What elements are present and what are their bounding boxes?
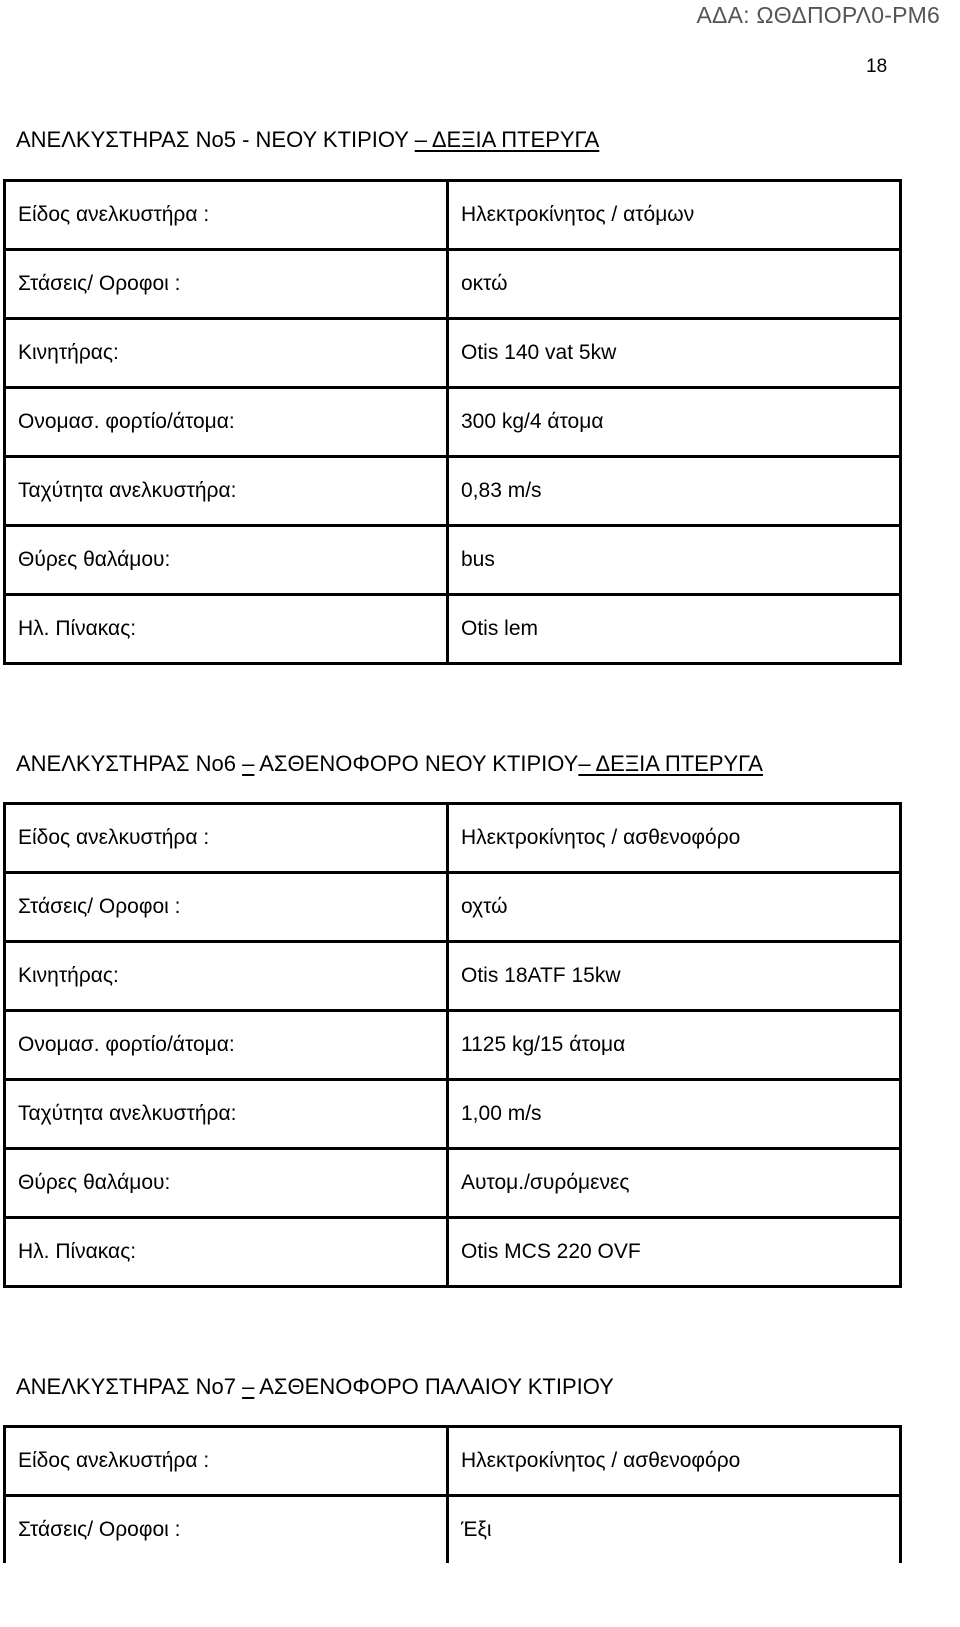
row-value: Ηλεκτροκίνητος / ασθενοφόρο [448,804,901,873]
section-title-dash: – [242,1374,255,1399]
table-row [5,388,901,457]
table-row [5,804,901,873]
row-label: Στάσεις/ Οροφοι : [5,1496,448,1564]
ada-code: ΑΔΑ: ΩΘΔΠΟΡΛ0-ΡΜ6 [696,2,940,28]
table-row [5,526,901,595]
row-label: Κινητήρας: [5,942,448,1011]
spec-table-elevator-7 [3,1425,902,1563]
row-value: 1125 kg/15 άτομα [448,1011,901,1080]
table-row [5,181,901,250]
row-label: Είδος ανελκυστήρα : [18,1449,210,1472]
table-row [5,1080,901,1149]
section-title-text: ΑΝΕΛΚΥΣΤΗΡΑΣ Νο7 [16,1374,243,1399]
row-label: Θύρες θαλάμου: [5,1149,448,1218]
row-value: Otis lem [448,595,901,664]
row-value: Έξι [448,1496,901,1564]
row-label: Ονομασ. φορτίο/άτομα: [5,388,448,457]
row-label: Κινητήρας: [5,319,448,388]
table-row [5,873,901,942]
section-title-underlined: – ΔΕΞΙΑ ΠΤΕΡΥΓΑ [578,751,763,776]
table-row [5,319,901,388]
row-label: Είδος ανελκυστήρα : [18,826,210,849]
row-value: οκτώ [448,250,901,319]
row-label: Θύρες θαλάμου: [5,526,448,595]
row-value: Ηλεκτροκίνητος / ασθενοφόρο [448,1427,901,1496]
table-row [5,457,901,526]
section-title-suffix: ΑΣΘΕΝΟΦΟΡΟ ΠΑΛΑΙΟΥ ΚΤΙΡΙΟΥ [254,1374,614,1399]
row-label: Ταχύτητα ανελκυστήρα: [5,457,448,526]
table-row [5,1011,901,1080]
table-row [5,250,901,319]
row-value: Otis MCS 220 OVF [448,1218,901,1287]
row-value: bus [448,526,901,595]
row-value: 1,00 m/s [448,1080,901,1149]
row-value: Ηλεκτροκίνητος / ατόμων [448,181,901,250]
section-title-elevator-7 [16,1374,614,1400]
table-row [5,1496,901,1564]
table-row [5,1427,901,1496]
table-row [5,1149,901,1218]
row-label: Ονομασ. φορτίο/άτομα: [5,1011,448,1080]
row-label: Ταχύτητα ανελκυστήρα: [5,1080,448,1149]
row-label: Στάσεις/ Οροφοι : [5,250,448,319]
spec-table-elevator-5 [3,179,902,665]
row-value: 300 kg/4 άτομα [448,388,901,457]
row-label: Στάσεις/ Οροφοι : [5,873,448,942]
section-title-elevator-6 [16,751,763,777]
page-number: 18 [866,56,888,77]
row-value: Otis 140 vat 5kw [448,319,901,388]
section-title-elevator-5 [16,127,599,153]
row-label: Είδος ανελκυστήρα : [18,203,210,226]
row-value: Αυτομ./συρόμενες [448,1149,901,1218]
spec-table-elevator-6 [3,802,902,1288]
row-value: 0,83 m/s [448,457,901,526]
table-row [5,942,901,1011]
section-title-text: ΑΝΕΛΚΥΣΤΗΡΑΣ Νο6 [16,751,243,776]
row-value: Otis 18ATF 15kw [448,942,901,1011]
section-title-dash: – [242,751,255,776]
row-label: Ηλ. Πίνακας: [5,1218,448,1287]
row-value: οχτώ [448,873,901,942]
section-title-text: ΑΝΕΛΚΥΣΤΗΡΑΣ Νο5 - ΝΕΟΥ ΚΤΙΡΙΟΥ [16,127,415,152]
table-row [5,1218,901,1287]
section-title-middle: ΑΣΘΕΝΟΦΟΡΟ ΝΕΟΥ ΚΤΙΡΙΟΥ [254,751,579,776]
row-label: Ηλ. Πίνακας: [5,595,448,664]
table-row [5,595,901,664]
section-title-underlined: – ΔΕΞΙΑ ΠΤΕΡΥΓΑ [414,127,600,152]
